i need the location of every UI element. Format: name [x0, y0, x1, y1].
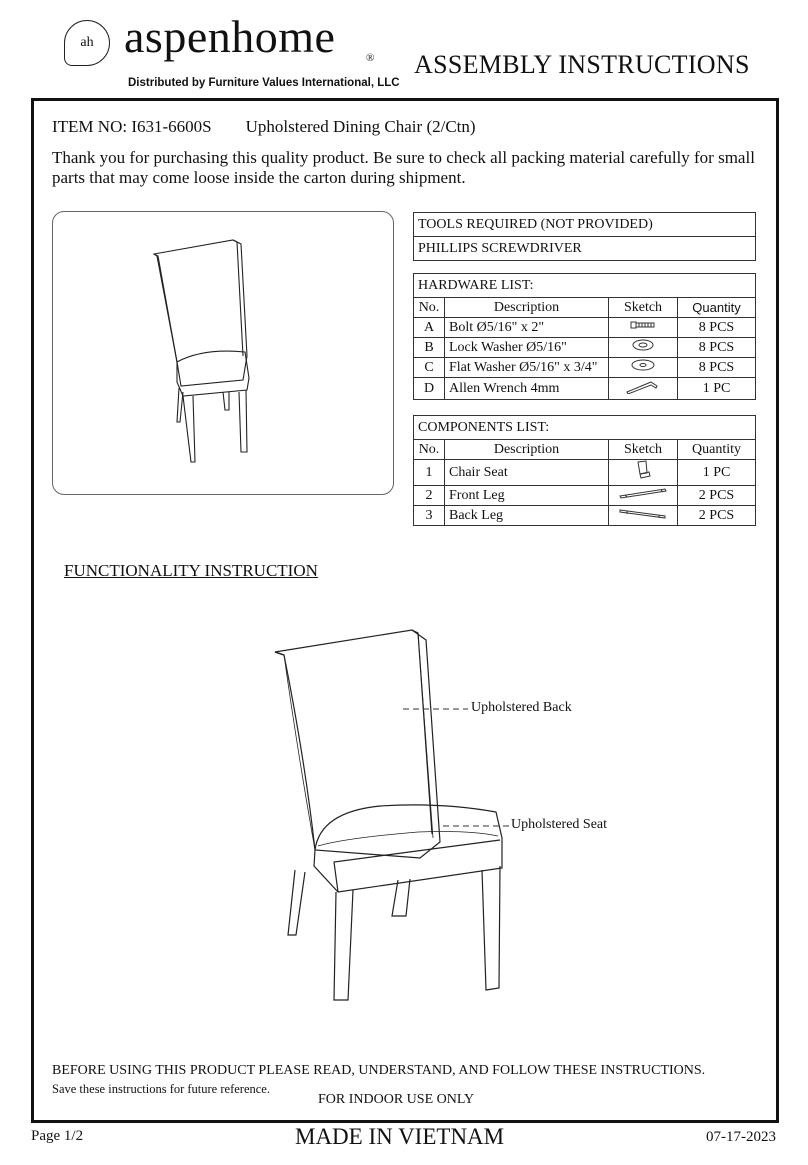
document-title: ASSEMBLY INSTRUCTIONS [414, 50, 750, 79]
col-description: Description [445, 440, 609, 460]
save-note: Save these instructions for future reference. [52, 1082, 270, 1096]
distributor-line: Distributed by Furniture Values International, LLC [128, 77, 400, 89]
callout-upholstered-seat: Upholstered Seat [511, 817, 608, 832]
item-description: Upholstered Dining Chair (2/Ctn) [245, 117, 476, 136]
tools-title: TOOLS REQUIRED (NOT PROVIDED) [414, 213, 756, 237]
table-row: B Lock Washer Ø5/16" 8 PCS [414, 338, 756, 358]
col-sketch: Sketch [609, 440, 678, 460]
table-row: 2 Front Leg 2 PCS [414, 486, 756, 506]
callout-upholstered-back: Upholstered Back [471, 700, 572, 715]
warning-text: BEFORE USING THIS PRODUCT PLEASE READ, UNDERSTAND, AND FOLLOW THESE INSTRUCTIONS. [52, 1063, 706, 1078]
functionality-title: FUNCTIONALITY INSTRUCTION [64, 561, 318, 580]
hardware-title: HARDWARE LIST: [414, 274, 756, 298]
registered-mark: ® [366, 52, 375, 64]
item-number: ITEM NO: I631-6600S [52, 117, 212, 136]
table-row: C Flat Washer Ø5/16" x 3/4" 8 PCS [414, 358, 756, 378]
col-quantity: Quantity [678, 298, 756, 318]
tools-item: PHILLIPS SCREWDRIVER [414, 237, 756, 261]
table-row: 1 Chair Seat 1 PC [414, 460, 756, 486]
logo-badge: ah [64, 20, 110, 66]
table-row: 3 Back Leg 2 PCS [414, 506, 756, 526]
col-no: No. [414, 298, 445, 318]
components-title: COMPONENTS LIST: [414, 416, 756, 440]
table-row: A Bolt Ø5/16" x 2" 8 PCS [414, 318, 756, 338]
col-description: Description [445, 298, 609, 318]
col-no: No. [414, 440, 445, 460]
col-quantity: Quantity [678, 440, 756, 460]
col-sketch: Sketch [609, 298, 678, 318]
made-in-label: MADE IN VIETNAM [295, 1124, 505, 1149]
intro-paragraph: Thank you for purchasing this quality product. Be sure to check all packing material carefully for small parts that may come loose inside the carton during shipment. [52, 148, 755, 187]
document-date: 07-17-2023 [706, 1129, 776, 1145]
page-number: Page 1/2 [31, 1128, 84, 1144]
brand-name: aspenhome [124, 11, 336, 62]
table-row: D Allen Wrench 4mm 1 PC [414, 378, 756, 400]
indoor-use-note: FOR INDOOR USE ONLY [318, 1092, 475, 1107]
